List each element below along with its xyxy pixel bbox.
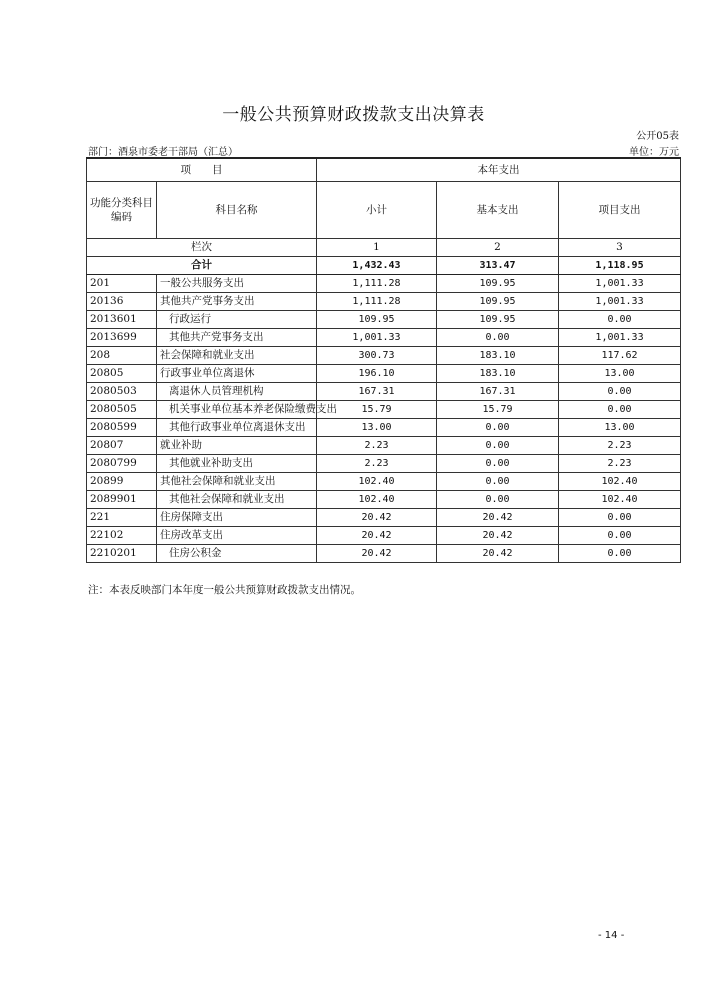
table-row bbox=[87, 491, 681, 509]
row-code: 2080503 bbox=[87, 383, 157, 401]
row-subtotal: 300.73 bbox=[317, 347, 437, 365]
total-project: 1,118.95 bbox=[559, 257, 681, 275]
header-project: 项 目 bbox=[87, 158, 317, 182]
row-subtotal: 13.00 bbox=[317, 419, 437, 437]
column-number-label: 栏次 bbox=[87, 239, 317, 257]
row-name: 社会保障和就业支出 bbox=[157, 347, 317, 365]
row-project: 117.62 bbox=[559, 347, 681, 365]
row-subtotal: 15.79 bbox=[317, 401, 437, 419]
row-project: 13.00 bbox=[559, 419, 681, 437]
row-name: 机关事业单位基本养老保险缴费支出 bbox=[157, 401, 317, 419]
row-code: 20805 bbox=[87, 365, 157, 383]
row-basic: 109.95 bbox=[437, 293, 559, 311]
row-basic: 20.42 bbox=[437, 527, 559, 545]
row-name: 其他共产党事务支出 bbox=[157, 293, 317, 311]
row-name: 离退休人员管理机构 bbox=[157, 383, 317, 401]
header-code: 功能分类科目编码 bbox=[87, 182, 157, 239]
row-name: 其他社会保障和就业支出 bbox=[157, 491, 317, 509]
row-subtotal: 109.95 bbox=[317, 311, 437, 329]
row-basic: 183.10 bbox=[437, 365, 559, 383]
row-code: 20899 bbox=[87, 473, 157, 491]
column-number-3: 3 bbox=[559, 239, 681, 257]
row-basic: 183.10 bbox=[437, 347, 559, 365]
row-project: 0.00 bbox=[559, 509, 681, 527]
row-basic: 0.00 bbox=[437, 437, 559, 455]
row-subtotal: 2.23 bbox=[317, 437, 437, 455]
row-code: 2080799 bbox=[87, 455, 157, 473]
expenditure-table bbox=[86, 157, 681, 563]
table-row bbox=[87, 473, 681, 491]
table-row bbox=[87, 365, 681, 383]
table-row bbox=[87, 455, 681, 473]
row-subtotal: 20.42 bbox=[317, 545, 437, 563]
table-row bbox=[87, 293, 681, 311]
row-basic: 109.95 bbox=[437, 275, 559, 293]
row-subtotal: 1,111.28 bbox=[317, 293, 437, 311]
page-title: 一般公共预算财政拨款支出决算表 bbox=[222, 105, 485, 125]
table-row bbox=[87, 275, 681, 293]
form-code: 公开05表 bbox=[636, 131, 679, 142]
department-label: 部门：酒泉市委老干部局（汇总） bbox=[88, 147, 238, 158]
unit-label: 单位：万元 bbox=[629, 147, 679, 158]
row-code: 20136 bbox=[87, 293, 157, 311]
row-name: 其他社会保障和就业支出 bbox=[157, 473, 317, 491]
row-project: 2.23 bbox=[559, 437, 681, 455]
column-number-1: 1 bbox=[317, 239, 437, 257]
row-name: 其他共产党事务支出 bbox=[157, 329, 317, 347]
table-row bbox=[87, 527, 681, 545]
header-project-expense: 项目支出 bbox=[559, 182, 681, 239]
row-name: 其他行政事业单位离退休支出 bbox=[157, 419, 317, 437]
row-basic: 167.31 bbox=[437, 383, 559, 401]
table-row bbox=[87, 437, 681, 455]
row-project: 2.23 bbox=[559, 455, 681, 473]
row-project: 1,001.33 bbox=[559, 275, 681, 293]
header-current-year: 本年支出 bbox=[317, 158, 681, 182]
total-row bbox=[87, 257, 681, 275]
row-code: 2210201 bbox=[87, 545, 157, 563]
row-project: 13.00 bbox=[559, 365, 681, 383]
page-number: - 14 - bbox=[598, 930, 625, 941]
row-code: 20807 bbox=[87, 437, 157, 455]
row-project: 0.00 bbox=[559, 545, 681, 563]
row-project: 0.00 bbox=[559, 401, 681, 419]
table-row bbox=[87, 509, 681, 527]
row-project: 1,001.33 bbox=[559, 329, 681, 347]
header-name: 科目名称 bbox=[157, 182, 317, 239]
total-subtotal: 1,432.43 bbox=[317, 257, 437, 275]
row-basic: 0.00 bbox=[437, 455, 559, 473]
row-name: 一般公共服务支出 bbox=[157, 275, 317, 293]
row-code: 208 bbox=[87, 347, 157, 365]
row-project: 102.40 bbox=[559, 473, 681, 491]
row-subtotal: 102.40 bbox=[317, 491, 437, 509]
row-code: 221 bbox=[87, 509, 157, 527]
table-row bbox=[87, 419, 681, 437]
row-name: 行政运行 bbox=[157, 311, 317, 329]
row-code: 2013601 bbox=[87, 311, 157, 329]
row-subtotal: 1,001.33 bbox=[317, 329, 437, 347]
row-subtotal: 20.42 bbox=[317, 509, 437, 527]
row-project: 0.00 bbox=[559, 527, 681, 545]
row-code: 2013699 bbox=[87, 329, 157, 347]
row-basic: 0.00 bbox=[437, 329, 559, 347]
row-name: 住房公积金 bbox=[157, 545, 317, 563]
row-subtotal: 2.23 bbox=[317, 455, 437, 473]
table-row bbox=[87, 329, 681, 347]
header-subtotal: 小计 bbox=[317, 182, 437, 239]
row-code: 2089901 bbox=[87, 491, 157, 509]
row-subtotal: 102.40 bbox=[317, 473, 437, 491]
row-project: 0.00 bbox=[559, 383, 681, 401]
total-basic: 313.47 bbox=[437, 257, 559, 275]
row-basic: 109.95 bbox=[437, 311, 559, 329]
row-project: 102.40 bbox=[559, 491, 681, 509]
row-subtotal: 1,111.28 bbox=[317, 275, 437, 293]
table-row bbox=[87, 383, 681, 401]
row-basic: 20.42 bbox=[437, 545, 559, 563]
row-subtotal: 20.42 bbox=[317, 527, 437, 545]
row-basic: 0.00 bbox=[437, 473, 559, 491]
row-subtotal: 196.10 bbox=[317, 365, 437, 383]
row-code: 2080599 bbox=[87, 419, 157, 437]
row-name: 就业补助 bbox=[157, 437, 317, 455]
row-name: 住房保障支出 bbox=[157, 509, 317, 527]
row-name: 其他就业补助支出 bbox=[157, 455, 317, 473]
row-project: 1,001.33 bbox=[559, 293, 681, 311]
header-basic: 基本支出 bbox=[437, 182, 559, 239]
table-row bbox=[87, 545, 681, 563]
row-code: 22102 bbox=[87, 527, 157, 545]
table-row bbox=[87, 347, 681, 365]
column-number-2: 2 bbox=[437, 239, 559, 257]
row-basic: 20.42 bbox=[437, 509, 559, 527]
row-name: 住房改革支出 bbox=[157, 527, 317, 545]
total-label: 合计 bbox=[87, 257, 317, 275]
row-name: 行政事业单位离退休 bbox=[157, 365, 317, 383]
row-subtotal: 167.31 bbox=[317, 383, 437, 401]
table-row bbox=[87, 401, 681, 419]
row-project: 0.00 bbox=[559, 311, 681, 329]
row-code: 201 bbox=[87, 275, 157, 293]
table-note: 注：本表反映部门本年度一般公共预算财政拨款支出情况。 bbox=[88, 584, 361, 596]
table-row bbox=[87, 311, 681, 329]
row-basic: 15.79 bbox=[437, 401, 559, 419]
row-basic: 0.00 bbox=[437, 419, 559, 437]
row-basic: 0.00 bbox=[437, 491, 559, 509]
row-code: 2080505 bbox=[87, 401, 157, 419]
